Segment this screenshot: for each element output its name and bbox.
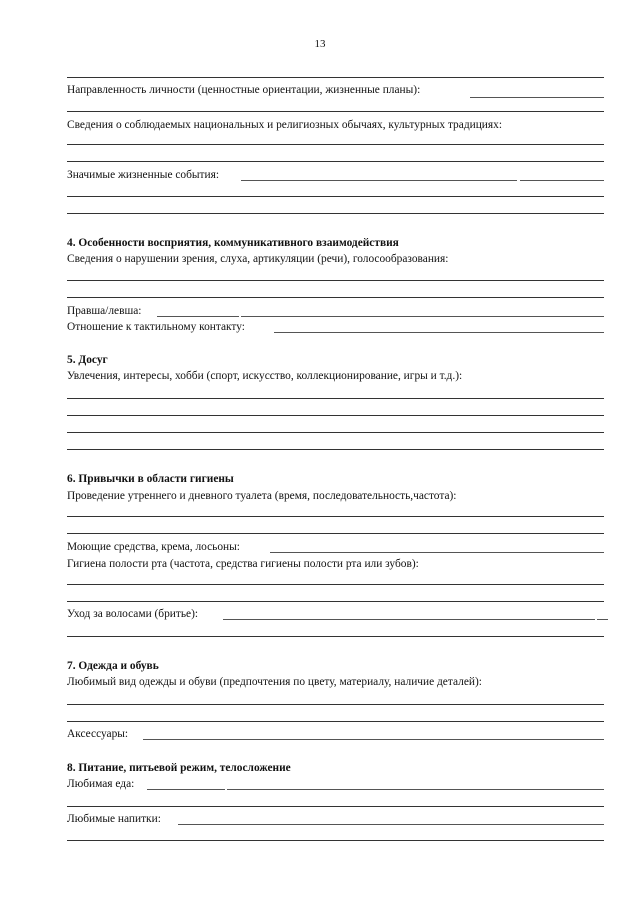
clothing-preference-field[interactable] [67,704,604,705]
impairments-field[interactable] [67,280,604,281]
clothing-preference-label: Любимый вид одежды и обуви (предпочтения по цвету, материалу, наличие деталей): [67,676,482,688]
hobbies-field[interactable] [67,449,604,450]
accessories-label: Аксессуары: [67,728,129,740]
orientation-field[interactable] [470,97,604,98]
hobbies-field[interactable] [67,398,604,399]
blank-line [67,111,604,112]
drinks-field[interactable] [178,824,604,825]
products-field[interactable] [270,552,604,553]
handedness-field[interactable] [241,316,604,317]
drinks-field[interactable] [67,840,604,841]
hair-label: Уход за волосами (бритье): [67,608,199,620]
traditions-label: Сведения о соблюдаемых национальных и религиозных обычаях, культурных традициях: [67,119,502,131]
drinks-label: Любимые напитки: [67,813,161,825]
accessories-field[interactable] [143,739,604,740]
impairments-field[interactable] [67,297,604,298]
hair-field[interactable] [67,636,604,637]
hobbies-field[interactable] [67,415,604,416]
oral-field[interactable] [67,584,604,585]
toilet-field[interactable] [67,533,604,534]
impairments-label: Сведения о нарушении зрения, слуха, артикуляции (речи), голосообразования: [67,253,449,265]
section-7-title: 7. Одежда и обувь [67,660,159,672]
life-events-field[interactable] [241,180,517,181]
life-events-label: Значимые жизненные события: [67,169,220,181]
oral-label: Гигиена полости рта (частота, средства гигиены полости рта или зубов): [67,558,419,570]
toilet-field[interactable] [67,516,604,517]
section-5-title: 5. Досуг [67,354,108,366]
products-label: Моющие средства, крема, лосьоны: [67,541,240,553]
hair-field[interactable] [597,619,608,620]
section-8-title: 8. Питание, питьевой режим, телосложение [67,762,291,774]
hobbies-label: Увлечения, интересы, хобби (спорт, искусство, коллекционирование, игры и т.д.): [67,370,463,382]
toilet-label: Проведение утреннего и дневного туалета (время, последовательность,частота): [67,490,457,502]
blank-line [67,77,604,78]
life-events-field[interactable] [67,196,604,197]
food-label: Любимая еда: [67,778,135,790]
tactile-field[interactable] [274,332,604,333]
section-6-title: 6. Привычки в области гигиены [67,473,234,485]
section-4-title: 4. Особенности восприятия, коммуникативного взаимодействия [67,237,399,249]
food-field[interactable] [227,789,604,790]
handedness-field[interactable] [157,316,239,317]
hobbies-field[interactable] [67,432,604,433]
traditions-field[interactable] [67,144,604,145]
life-events-field[interactable] [67,213,604,214]
food-field[interactable] [67,806,604,807]
food-field[interactable] [147,789,225,790]
traditions-field[interactable] [67,161,604,162]
clothing-preference-field[interactable] [67,721,604,722]
handedness-label: Правша/левша: [67,305,142,317]
hair-field[interactable] [223,619,595,620]
oral-field[interactable] [67,601,604,602]
orientation-label: Направленность личности (ценностные ориентации, жизненные планы): [67,84,421,96]
tactile-label: Отношение к тактильному контакту: [67,321,245,333]
page-number: 13 [314,38,326,50]
life-events-field[interactable] [520,180,604,181]
